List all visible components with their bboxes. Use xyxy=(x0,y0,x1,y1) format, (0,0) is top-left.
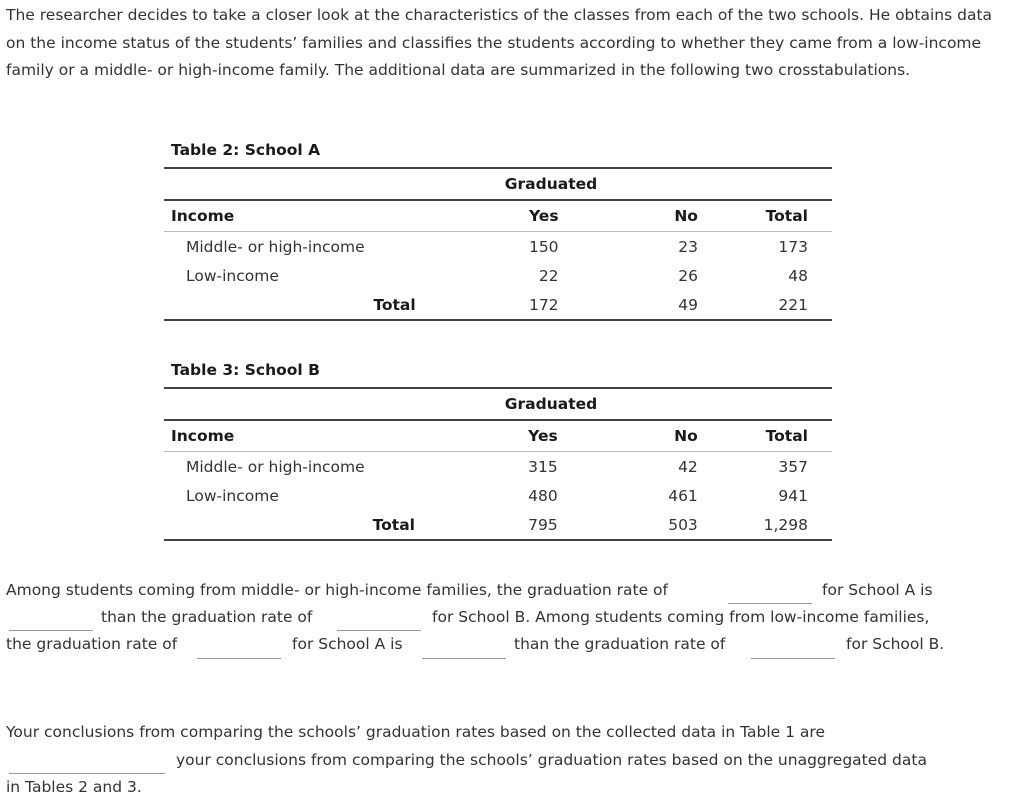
table2-header-no: No xyxy=(559,200,698,232)
table3-group-header: Graduated xyxy=(164,388,832,420)
para1-text-5: the graduation rate of xyxy=(6,635,178,653)
table2 xyxy=(164,167,832,321)
blank-dropdown-7[interactable] xyxy=(9,773,165,774)
cell-no: 503 xyxy=(558,510,698,540)
row-label: Middle- or high-income xyxy=(186,457,365,476)
table3-header-yes: Yes xyxy=(487,420,558,452)
para1-text-4: for School B. Among students coming from low-income families, xyxy=(432,608,930,626)
row-label: Middle- or high-income xyxy=(186,237,365,256)
row-label: Low-income xyxy=(186,486,279,505)
row-label: Low-income xyxy=(186,266,279,285)
cell-total: 221 xyxy=(698,290,832,320)
para1-text-1: Among students coming from middle- or high-income families, the graduation rate of xyxy=(6,581,668,599)
table3 xyxy=(164,387,832,541)
table3-header-total: Total xyxy=(698,420,832,452)
cell-total: 1,298 xyxy=(698,510,832,540)
para1-text-6: for School A is xyxy=(292,635,403,653)
table2-group-header: Graduated xyxy=(164,168,832,200)
table-row xyxy=(164,232,832,262)
cell-total: 941 xyxy=(778,486,808,505)
para2-text-3: in Tables 2 and 3. xyxy=(6,778,142,796)
table2-header-income: Income xyxy=(164,200,488,232)
cell-total: 48 xyxy=(788,266,808,285)
cell-yes: 315 xyxy=(528,457,558,476)
table2-header-total: Total xyxy=(698,200,832,232)
blank-dropdown-1[interactable] xyxy=(728,603,812,604)
cell-no: 49 xyxy=(559,290,698,320)
table2-caption: Table 2: School A xyxy=(171,141,321,159)
para2-text-1: Your conclusions from comparing the schools’ graduation rates based on the collected data in Table 1 are xyxy=(6,723,825,741)
intro-paragraph: The researcher decides to take a closer look at the characteristics of the classes from each of the two schools. He obtains data on the income status of the students’ families and classifies the students according to whether they came from a low-income family or a middle- or high-income family. The additional data are summarized in the following two crosstabulations. xyxy=(6,6,993,79)
table3-caption: Table 3: School B xyxy=(171,361,320,379)
table3-header-income: Income xyxy=(164,420,487,452)
table-row-total xyxy=(164,510,832,540)
para1-text-7: than the graduation rate of xyxy=(514,635,726,653)
cell-yes: 22 xyxy=(538,266,559,285)
total-label: Total xyxy=(164,290,488,320)
table-row xyxy=(164,261,832,290)
cell-no: 23 xyxy=(678,237,698,256)
table-row-total xyxy=(164,290,832,320)
cell-no: 26 xyxy=(678,266,698,285)
para1-text-2: for School A is xyxy=(822,581,933,599)
table-row xyxy=(164,452,832,482)
cell-yes: 480 xyxy=(528,486,558,505)
blank-dropdown-6[interactable] xyxy=(751,658,835,659)
table3-header-no: No xyxy=(558,420,698,452)
cell-no: 42 xyxy=(678,457,698,476)
blank-dropdown-5[interactable] xyxy=(422,658,506,659)
blank-dropdown-4[interactable] xyxy=(197,658,281,659)
cell-no: 461 xyxy=(668,486,698,505)
cell-yes: 795 xyxy=(487,510,558,540)
table2-header-yes: Yes xyxy=(488,200,559,232)
cell-yes: 172 xyxy=(488,290,559,320)
blank-dropdown-3[interactable] xyxy=(337,630,421,631)
blank-dropdown-2[interactable] xyxy=(9,630,93,631)
cell-total: 357 xyxy=(778,457,808,476)
para2-text-2: your conclusions from comparing the schools’ graduation rates based on the unaggregated data xyxy=(176,751,927,769)
cell-total: 173 xyxy=(778,237,808,256)
table-row xyxy=(164,481,832,510)
para1-text-3: than the graduation rate of xyxy=(101,608,313,626)
total-label: Total xyxy=(164,510,487,540)
cell-yes: 150 xyxy=(528,237,559,256)
para1-text-8: for School B. xyxy=(846,635,945,653)
